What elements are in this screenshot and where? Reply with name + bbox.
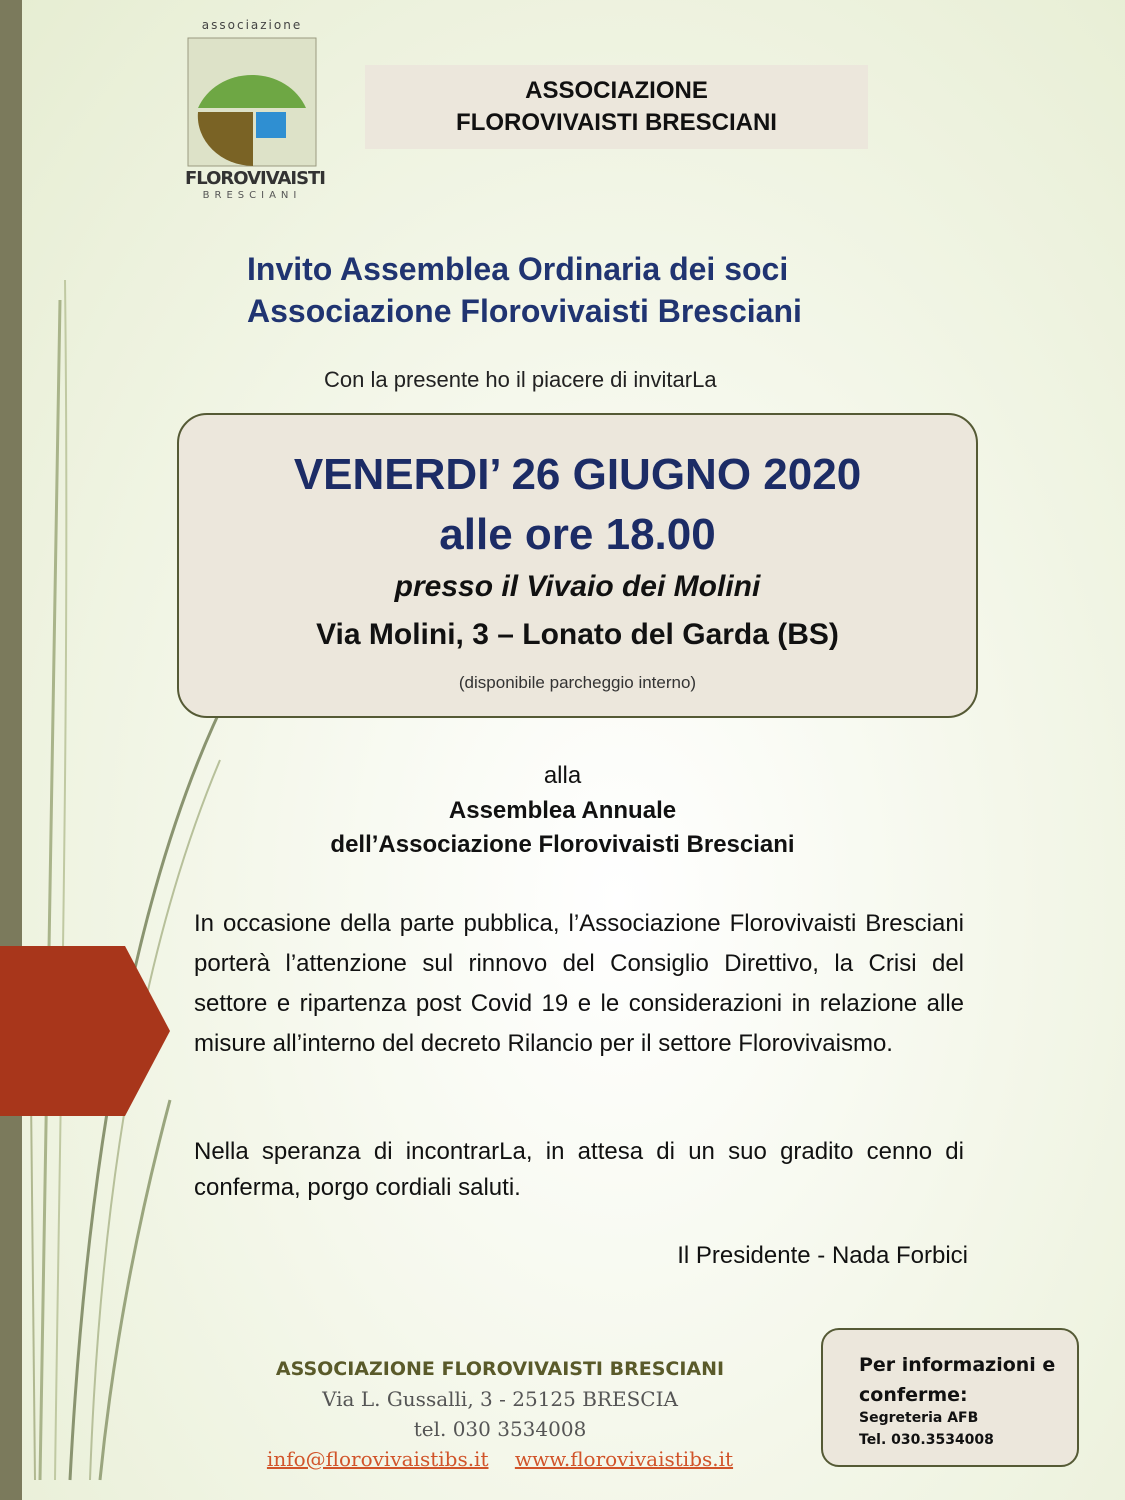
title-line-1: Invito Assemblea Ordinaria dei soci: [247, 251, 789, 287]
intro-text: Con la presente ho il piacere di invitarLa: [324, 367, 717, 392]
event-place: presso il Vivaio dei Molini: [394, 570, 761, 603]
decorative-grass-stems: [0, 0, 300, 1500]
event-time: alle ore 18.00: [439, 510, 716, 559]
logo-graphic: [183, 36, 321, 186]
invitation-title: [247, 248, 1007, 332]
info-heading: Per informazioni e conferme:: [859, 1354, 1056, 1406]
footer-address: Via L. Gussalli, 3 - 25125 BRESCIA: [322, 1387, 678, 1411]
body-assemblea: Assemblea Annuale: [448, 797, 677, 824]
logo-wordmark-sub: BRESCIANI: [202, 190, 302, 201]
footer-phone: tel. 030 3534008: [413, 1417, 587, 1441]
footer-name: ASSOCIAZIONE FLOROVIVAISTI BRESCIANI: [275, 1358, 725, 1380]
website-link[interactable]: www.florovivaistibs.it: [514, 1447, 734, 1471]
red-arrow-decoration: [0, 946, 170, 1116]
email-link[interactable]: info@florovivaistibs.it: [266, 1447, 489, 1471]
logo-top-text: associazione: [201, 18, 303, 32]
event-address: Via Molini, 3 – Lonato del Garda (BS): [316, 618, 839, 651]
event-date: VENERDI’ 26 GIUGNO 2020: [293, 450, 862, 499]
header-line-2: FLOROVIVAISTI BRESCIANI: [456, 109, 777, 136]
header-box: [365, 65, 868, 149]
header-line-1: ASSOCIAZIONE: [525, 77, 708, 104]
footer-contacts: [200, 1354, 800, 1474]
event-details-box: [177, 413, 978, 718]
info-line-1: Segreteria AFB: [859, 1410, 979, 1426]
footer-links: [200, 1444, 800, 1474]
info-line-2: Tel. 030.3534008: [859, 1432, 994, 1448]
association-logo: [183, 18, 326, 201]
logo-wordmark: FLOROVIVAISTI: [185, 168, 326, 189]
body-paragraph-1: In occasione della parte pubblica, l’Associazione Florovivaisti Bresciani porterà l’attenzione sul rinnovo del Consiglio Direttivo, la Crisi del settore e ripartenza post Covid 19 e le considerazioni in relazione alle misure all’interno del decreto Rilancio per il settore Florovivaismo.: [194, 910, 964, 1057]
body-paragraph-2: Nella speranza di incontrarLa, in attesa di un suo gradito cenno di conferma, porgo cordiali saluti.: [194, 1138, 964, 1201]
event-parking-note: (disponibile parcheggio interno): [458, 673, 697, 692]
title-line-2: Associazione Florovivaisti Bresciani: [247, 293, 802, 329]
info-box: [821, 1328, 1079, 1467]
signature: Il Presidente - Nada Forbici: [677, 1242, 968, 1269]
body-association: dell’Associazione Florovivaisti Bresciani: [330, 831, 795, 858]
body-alla: alla: [543, 762, 582, 789]
